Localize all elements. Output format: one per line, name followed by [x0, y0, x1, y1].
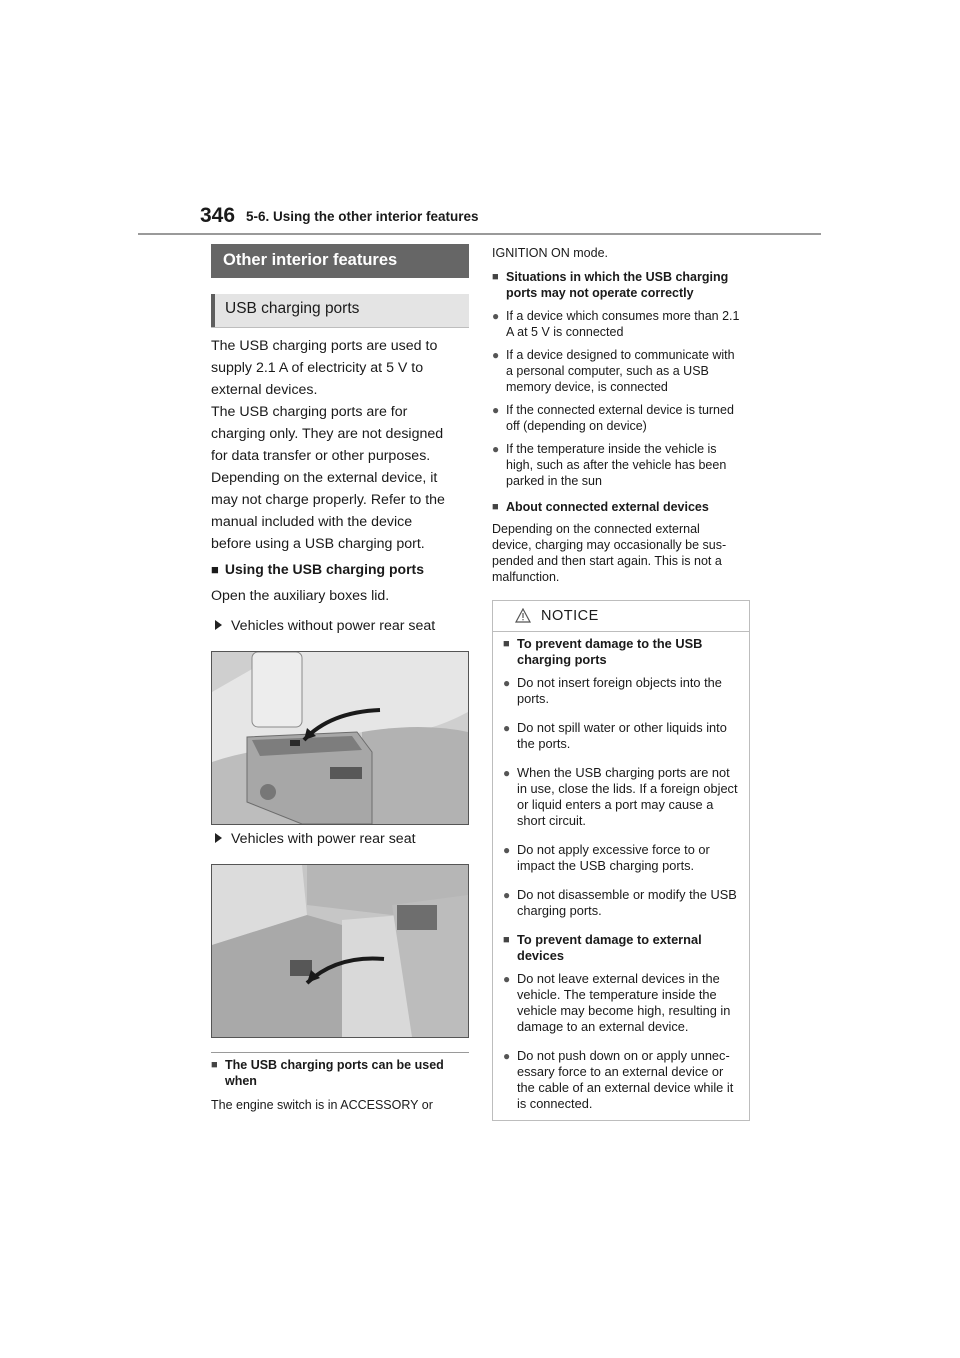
right-column — [492, 246, 754, 585]
situation-line: parked in the sun — [506, 474, 602, 488]
intro-line: before using a USB charging port. — [211, 536, 425, 552]
notice-item — [503, 842, 741, 874]
circle-bullet-icon: ● — [492, 348, 500, 362]
subsection-heading — [211, 294, 469, 327]
notice-line: Do not push down on or apply unnec- — [517, 1048, 730, 1063]
intro-paragraph — [211, 335, 471, 555]
photo-illustration — [212, 865, 468, 1037]
situations-heading — [492, 269, 754, 301]
notice-title: NOTICE — [541, 608, 599, 624]
can-be-used-heading — [211, 1057, 485, 1089]
notice-line: When the USB charging ports are not — [517, 765, 730, 780]
page-number: 346 — [200, 204, 236, 227]
notice-item — [503, 887, 741, 919]
notice-heading-line: devices — [517, 948, 564, 963]
situation-line: If a device which consumes more than 2.1 — [506, 309, 740, 323]
notice-line: Do not disassemble or modify the USB — [517, 887, 737, 902]
about-devices-text — [492, 521, 754, 585]
intro-line: manual included with the device — [211, 514, 413, 530]
variant-label-1 — [215, 618, 435, 634]
notice-line: damage to an external device. — [517, 1019, 689, 1034]
circle-bullet-icon: ● — [492, 442, 500, 456]
notice-header — [493, 601, 749, 632]
warning-triangle-icon — [515, 608, 531, 623]
header-rule — [138, 233, 821, 235]
square-bullet-icon: ■ — [503, 638, 510, 650]
situation-item — [492, 441, 754, 489]
square-bullet-icon: ■ — [492, 271, 499, 283]
variant-label-2 — [215, 831, 416, 847]
about-line: malfunction. — [492, 570, 560, 584]
square-bullet-icon: ■ — [211, 1059, 218, 1071]
notes-rule — [211, 1052, 469, 1053]
can-be-used-heading-line: when — [225, 1074, 257, 1088]
notice-heading-line: charging ports — [517, 652, 607, 667]
notice-line: Do not apply excessive force to or — [517, 842, 710, 857]
circle-bullet-icon: ● — [503, 721, 511, 735]
notice-item — [503, 971, 741, 1035]
triangle-bullet-icon — [215, 833, 222, 843]
notice-usb-heading — [503, 636, 741, 668]
subsection-heading-text: USB charging ports — [225, 300, 360, 317]
about-line: Depending on the connected external — [492, 522, 700, 536]
square-bullet-icon: ■ — [503, 934, 510, 946]
situation-line: a personal computer, such as a USB — [506, 364, 709, 378]
notice-items — [503, 636, 741, 1112]
using-ports-heading — [211, 561, 424, 577]
intro-line: The USB charging ports are used to — [211, 338, 438, 354]
situation-line: If the connected external device is turned — [506, 403, 734, 417]
situations-heading-line: ports may not operate correctly — [506, 286, 694, 300]
notice-line: Do not leave external devices in the — [517, 971, 720, 986]
intro-line: for data transfer or other purposes. — [211, 448, 431, 464]
variant-label-1-text: Vehicles without power rear seat — [231, 618, 436, 634]
section-heading — [211, 244, 469, 278]
chapter-title: 5-6. Using the other interior features — [246, 209, 479, 224]
about-devices-heading — [492, 499, 754, 515]
about-line: device, charging may occasionally be sus- — [492, 538, 727, 552]
triangle-bullet-icon — [215, 620, 222, 630]
intro-line: charging only. They are not designed — [211, 426, 444, 442]
using-ports-heading-text: Using the USB charging ports — [224, 561, 424, 577]
square-bullet-icon: ■ — [492, 501, 499, 513]
situation-item — [492, 308, 754, 340]
circle-bullet-icon: ● — [492, 309, 500, 323]
intro-line: The USB charging ports are for — [211, 404, 408, 420]
circle-bullet-icon: ● — [503, 1049, 511, 1063]
notice-line: essary force to an external device or — [517, 1064, 724, 1079]
notice-line: ports. — [517, 691, 550, 706]
situation-line: high, such as after the vehicle has been — [506, 458, 727, 472]
situation-line: If the temperature inside the vehicle is — [506, 442, 717, 456]
square-bullet-icon: ■ — [211, 562, 219, 577]
about-devices-heading-text: About connected external devices — [506, 500, 709, 514]
notice-item — [503, 675, 741, 707]
circle-bullet-icon: ● — [503, 972, 511, 986]
notice-item — [503, 765, 741, 829]
notice-line: the ports. — [517, 736, 571, 751]
intro-line: supply 2.1 A of electricity at 5 V to — [211, 360, 424, 376]
notice-item — [503, 1048, 741, 1112]
notice-line: or liquid enters a port may cause a — [517, 797, 714, 812]
photo-console-with-power-seat — [211, 864, 469, 1038]
notice-item — [503, 720, 741, 752]
situation-item — [492, 402, 754, 434]
situation-line: If a device designed to communicate with — [506, 348, 735, 362]
intro-line: Depending on the external device, it — [211, 470, 438, 486]
situation-line: A at 5 V is connected — [506, 325, 624, 339]
circle-bullet-icon: ● — [503, 888, 511, 902]
subsection-underline — [211, 327, 469, 328]
circle-bullet-icon: ● — [503, 676, 511, 690]
situation-item — [492, 347, 754, 395]
circle-bullet-icon: ● — [503, 843, 511, 857]
intro-line: external devices. — [211, 382, 318, 398]
circle-bullet-icon: ● — [492, 403, 500, 417]
intro-line: may not charge properly. Refer to the — [211, 492, 445, 508]
notice-line: impact the USB charging ports. — [517, 858, 695, 873]
notice-line: Do not spill water or other liquids into — [517, 720, 727, 735]
photo-illustration — [212, 652, 468, 824]
can-be-used-text: The engine switch is in ACCESSORY or — [211, 1098, 433, 1112]
notice-line: charging ports. — [517, 903, 602, 918]
notice-devices-heading — [503, 932, 741, 964]
notice-heading-line: To prevent damage to the USB — [517, 636, 703, 651]
notice-line: vehicle may become high, resulting in — [517, 1003, 731, 1018]
notice-line: is connected. — [517, 1096, 593, 1111]
can-be-used-heading-line: The USB charging ports can be used — [225, 1058, 444, 1072]
notice-box — [492, 600, 750, 1121]
open-lid-instruction: Open the auxiliary boxes lid. — [211, 588, 390, 604]
situation-line: memory device, is connected — [506, 380, 668, 394]
notice-line: short circuit. — [517, 813, 586, 828]
variant-label-2-text: Vehicles with power rear seat — [231, 831, 416, 847]
situations-heading-line: Situations in which the USB charging — [506, 270, 729, 284]
situation-line: off (depending on device) — [506, 419, 647, 433]
notice-heading-line: To prevent damage to external — [517, 932, 702, 947]
section-heading-text: Other interior features — [223, 251, 398, 269]
notice-line: in use, close the lids. If a foreign object — [517, 781, 738, 796]
notice-line: vehicle. The temperature inside the — [517, 987, 717, 1002]
notice-line: Do not insert foreign objects into the — [517, 675, 722, 690]
notice-line: the cable of an external device while it — [517, 1080, 734, 1095]
about-line: pended and then start again. This is not a — [492, 554, 722, 568]
circle-bullet-icon: ● — [503, 766, 511, 780]
photo-console-without-power-seat — [211, 651, 469, 825]
ignition-continuation: IGNITION ON mode. — [492, 246, 608, 260]
